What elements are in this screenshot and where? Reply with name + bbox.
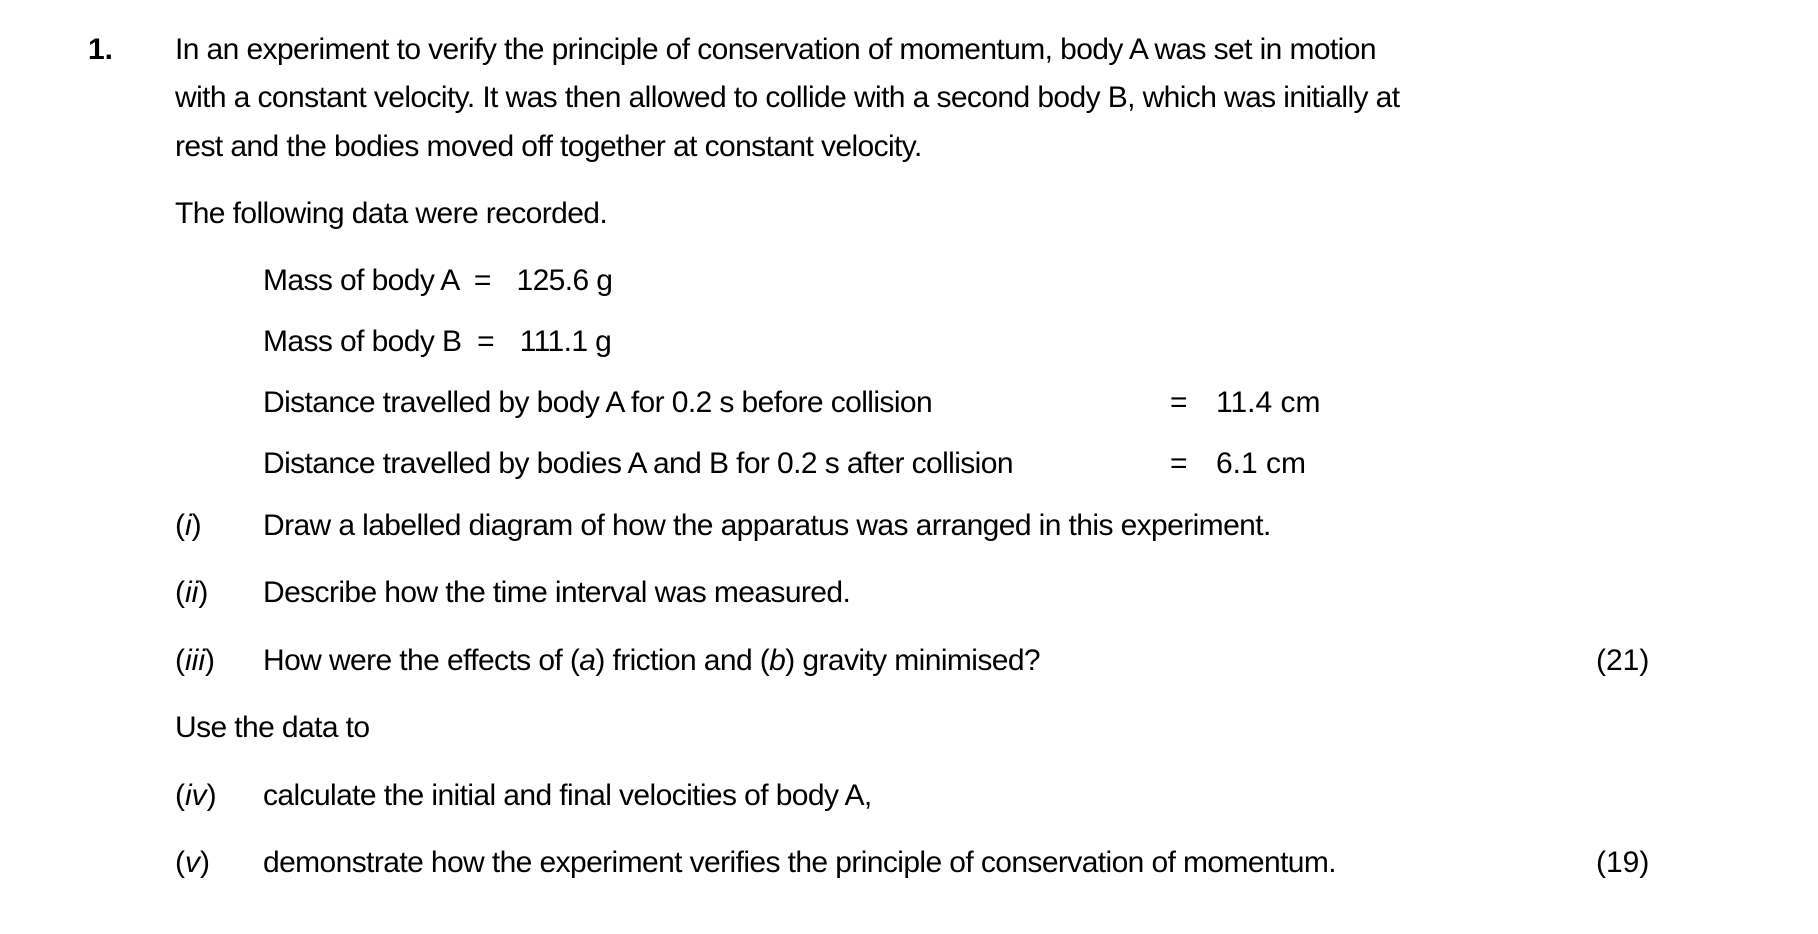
question-number: 1. (88, 33, 114, 66)
data-row-distance-a-value: 11.4 cm (1216, 386, 1321, 419)
part-ii-label: (ii) (175, 576, 209, 609)
data-equals: = (473, 264, 491, 297)
part-v-text: demonstrate how the experiment verifies the principle of conservation of momentum. (263, 846, 1337, 879)
data-heading: The following data were recorded. (175, 197, 608, 230)
data-label: Mass of body B (263, 325, 462, 358)
data-row-mass-a (263, 263, 612, 299)
intro-line-1: In an experiment to verify the principle of conservation of momentum, body A was set in motion (175, 33, 1376, 66)
data-row-distance-a-label: Distance travelled by body A for 0.2 s before collision (263, 386, 933, 419)
use-data-heading: Use the data to (175, 711, 370, 744)
part-i-text: Draw a labelled diagram of how the apparatus was arranged in this experiment. (263, 509, 1271, 542)
data-value: 111.1 g (519, 325, 612, 358)
part-v-label: (v) (175, 846, 210, 879)
data-equals: = (477, 325, 495, 358)
marks-a: (21) (1596, 644, 1650, 677)
data-label: Mass of body A (263, 264, 459, 297)
data-row-distance-ab-label: Distance travelled by bodies A and B for 0.2 s after collision (263, 447, 1013, 480)
part-iv-label: (iv) (175, 779, 217, 812)
part-iii-label: (iii) (175, 644, 215, 677)
part-iii-text: How were the effects of (a) friction and (b) gravity minimised? (263, 644, 1040, 677)
part-i-label: (i) (175, 509, 202, 542)
data-value: 125.6 g (516, 264, 613, 297)
marks-b: (19) (1596, 846, 1650, 879)
data-row-distance-a-equals: = (1170, 386, 1188, 419)
data-row-distance-ab-value: 6.1 cm (1216, 447, 1307, 480)
part-ii-text: Describe how the time interval was measured. (263, 576, 851, 609)
part-iv-text: calculate the initial and final velocities of body A, (263, 779, 872, 812)
intro-line-2: with a constant velocity. It was then allowed to collide with a second body B, which was initially at (175, 81, 1400, 114)
data-row-distance-ab-equals: = (1170, 447, 1188, 480)
intro-line-3: rest and the bodies moved off together at constant velocity. (175, 130, 922, 163)
data-row-mass-b (263, 324, 611, 360)
